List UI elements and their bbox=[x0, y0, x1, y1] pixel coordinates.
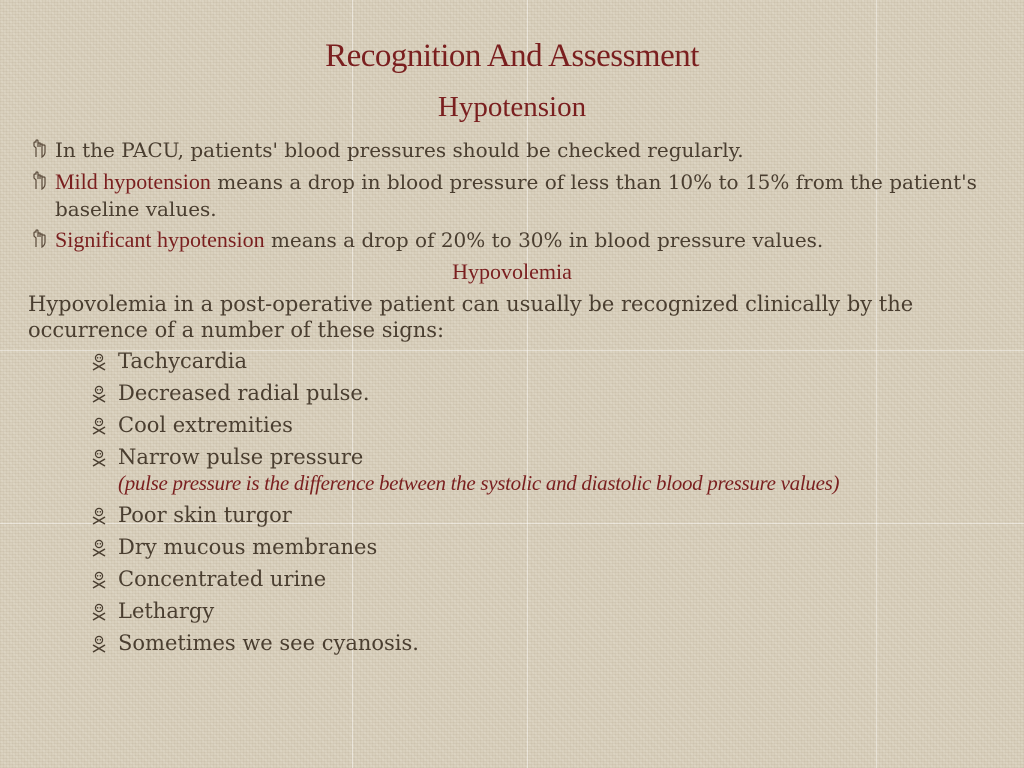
hand-pointing-icon bbox=[30, 171, 50, 191]
skull-crossbones-icon bbox=[90, 539, 108, 557]
point-text: means a drop in blood pressure of less than 10% to 15% from the patient's baseline values. bbox=[55, 170, 977, 221]
skull-crossbones-icon bbox=[90, 385, 108, 403]
skull-crossbones-icon bbox=[90, 571, 108, 589]
skull-crossbones-icon bbox=[90, 353, 108, 371]
list-item bbox=[90, 566, 950, 592]
list-item bbox=[90, 412, 950, 438]
sign-text: Cool extremities bbox=[118, 413, 293, 437]
list-item bbox=[90, 380, 950, 406]
slide-subtitle: Hypotension bbox=[437, 91, 587, 123]
hypotension-point bbox=[30, 168, 990, 223]
point-emphasis: Significant hypotension bbox=[55, 227, 265, 252]
sign-text: Sometimes we see cyanosis. bbox=[118, 631, 419, 655]
sign-text: Dry mucous membranes bbox=[118, 535, 378, 559]
hypotension-point bbox=[30, 136, 990, 164]
pulse-pressure-note: (pulse pressure is the difference between the systolic and diastolic blood pressure values) bbox=[118, 471, 840, 495]
list-item bbox=[90, 444, 950, 496]
list-item bbox=[90, 630, 950, 656]
skull-crossbones-icon bbox=[90, 507, 108, 525]
skull-crossbones-icon bbox=[90, 417, 108, 435]
sign-text: Lethargy bbox=[118, 599, 215, 623]
skull-crossbones-icon bbox=[90, 603, 108, 621]
intro-paragraph: Hypovolemia in a post-operative patient can usually be recognized clinically by the occurrence of a number of these signs: bbox=[28, 292, 914, 342]
sign-text: Poor skin turgor bbox=[118, 503, 292, 527]
skull-crossbones-icon bbox=[90, 635, 108, 653]
slide-title: Recognition And Assessment bbox=[325, 38, 699, 74]
sign-text: Narrow pulse pressure bbox=[118, 445, 364, 469]
list-item bbox=[90, 598, 950, 624]
sign-text: Concentrated urine bbox=[118, 567, 327, 591]
point-text: means a drop of 20% to 30% in blood pressure values. bbox=[264, 228, 824, 252]
list-item bbox=[90, 534, 950, 560]
hand-pointing-icon bbox=[30, 229, 50, 249]
hypotension-point bbox=[30, 226, 990, 254]
sign-text: Decreased radial pulse. bbox=[118, 381, 370, 405]
hand-pointing-icon bbox=[30, 139, 50, 159]
point-text: In the PACU, patients' blood pressures should be checked regularly. bbox=[55, 138, 744, 162]
section-heading: Hypovolemia bbox=[452, 259, 572, 284]
signs-list bbox=[90, 348, 950, 662]
point-emphasis: Mild hypotension bbox=[55, 169, 211, 194]
sign-text: Tachycardia bbox=[118, 349, 248, 373]
list-item bbox=[90, 348, 950, 374]
list-item bbox=[90, 502, 950, 528]
skull-crossbones-icon bbox=[90, 449, 108, 467]
